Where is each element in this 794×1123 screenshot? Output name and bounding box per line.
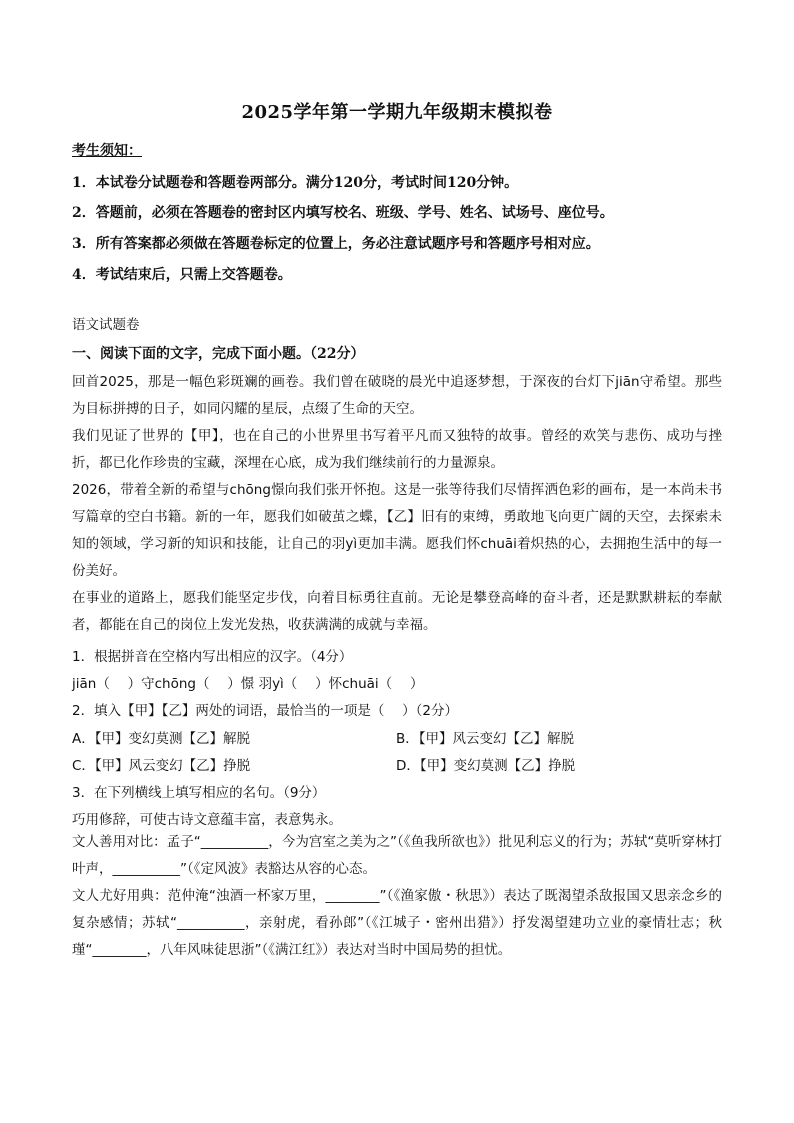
question-1-blanks: jiān（ ）守chōng（ ）憬 羽yì（ ）怀chuāi（ ）: [72, 676, 424, 692]
question-3-stem: 3．在下列横线上填写相应的名句。（9分）: [72, 785, 326, 801]
question-2-stem: 2．填入【甲】【乙】两处的词语，最恰当的一项是（ ）（2分）: [72, 703, 458, 719]
question-3-paragraph: 文人尤好用典：范仲淹“浊酒一杯家万里，________”（《渔家傲・秋思》）表达了既渴望杀敌报国又思亲念乡的复杂感情；苏轼“__________，亲射虎，看孙郎”（《江城子・密州出猎》）抒发渴望建功立业的豪情壮志；秋瑾“________，八年风味徒思浙”（《满江红》）表达对当时中国局势的担忧。: [72, 888, 722, 958]
question-3-paragraph: 文人善用对比：孟子“__________，今为宫室之美为之”（《鱼我所欲也》）批见利忘义的行为；苏轼“莫听穿林打叶声，__________”（《定风波》表豁达从容的心态。: [72, 834, 722, 877]
passage-paragraph: 我们见证了世界的【甲】，也在自己的小世界里书写着平凡而又独特的故事。曾经的欢笑与悲伤、成功与挫折，都已化作珍贵的宝藏，深埋在心底，成为我们继续前行的力量源泉。: [72, 428, 722, 471]
option-c: C．【甲】风云变幻【乙】挣脱: [72, 758, 251, 774]
page-title: 2025学年第一学期九年级期末模拟卷: [241, 102, 553, 123]
passage-paragraph: 2026，带着全新的希望与chōng憬向我们张开怀抱。这是一张等待我们尽情挥洒色彩的画布，是一本尚未书写篇章的空白书籍。新的一年，愿我们如破茧之蝶，【乙】旧有的束缚，勇敢地飞向更广阔的天空，去探索未知的领域，学习新的知识和技能，让自己的羽yì更加丰满。愿我们怀chuāi着炽热的心，去拥抱生活中的每一份美好。: [72, 482, 722, 579]
option-b: B．【甲】风云变幻【乙】解脱: [396, 731, 575, 747]
notice-item: 1．本试卷分试题卷和答题卷两部分。满分120分，考试时间120分钟。: [72, 175, 519, 191]
notice-item: 3．所有答案都必须做在答题卷标定的位置上，务必注意试题序号和答题序号相对应。: [72, 236, 600, 252]
passage-paragraph: 在事业的道路上，愿我们能坚定步伐，向着目标勇往直前。无论是攀登高峰的奋斗者，还是默默耕耘的奉献者，都能在自己的岗位上发光发热，收获满满的成就与幸福。: [72, 590, 722, 633]
question-heading: 一、阅读下面的文字，完成下面小题。（22分）: [72, 346, 365, 362]
question-3-intro: 巧用修辞，可使古诗文意蕴丰富，表意隽永。: [72, 812, 342, 828]
notice-item: 4．考试结束后，只需上交答题卷。: [72, 267, 292, 283]
section-label: 语文试题卷: [72, 317, 140, 333]
passage-paragraph: 回首2025，那是一幅色彩斑斓的画卷。我们曾在破晓的晨光中追逐梦想，于深夜的台灯下jiān守希望。那些为目标拼搏的日子，如同闪耀的星辰，点缀了生命的天空。: [72, 374, 722, 417]
option-d: D．【甲】变幻莫测【乙】挣脱: [396, 758, 576, 774]
option-a: A．【甲】变幻莫测【乙】解脱: [72, 731, 250, 747]
notice-heading: 考生须知：: [72, 143, 142, 159]
question-1-stem: 1．根据拼音在空格内写出相应的汉字。（4分）: [72, 649, 353, 665]
notice-item: 2．答题前，必须在答题卷的密封区内填写校名、班级、学号、姓名、试场号、座位号。: [72, 205, 614, 221]
